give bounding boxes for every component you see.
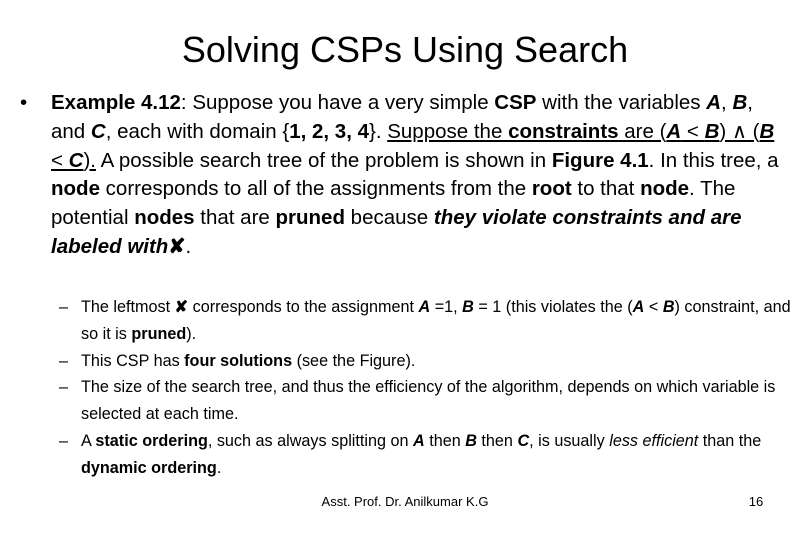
dash-marker: – xyxy=(59,431,69,450)
dash-marker: – xyxy=(59,298,69,316)
sub-bullet-search-tree-size: – The size of the search tree, and thus the efficiency of the algorithm, depends on which variable is selected at each time. xyxy=(59,374,794,428)
dash-marker: – xyxy=(59,351,69,370)
page-number: 16 xyxy=(748,494,764,509)
sub-bullet-static-ordering: – A static ordering, such as always splitting on A then B then C, is usually less efficient than the dynamic ordering. xyxy=(59,428,794,482)
dash-marker: – xyxy=(59,378,69,397)
constraint-statement: Suppose the constraints are (A < B) ∧ (B < C). xyxy=(51,119,775,172)
cross-icon: ✘ xyxy=(174,298,189,316)
main-bullet-text: Example 4.12: Suppose you have a very simple CSP with the variables A, B, and C, each with domain {1, 2, 3, 4}. Suppose the constraints are (A < B) ∧ (B < C). A possible search tree of the problem is shown in Figure 4.1. In this tree, a node corresponds to all of the assignments from the root to that node. The potential nodes that are pruned because they violate constraints and are labeled with✘. xyxy=(51,91,779,258)
cross-icon: ✘ xyxy=(168,234,186,258)
sub-bullet-list xyxy=(59,294,794,482)
slide-title: Solving CSPs Using Search xyxy=(181,29,629,70)
example-label: Example 4.12 xyxy=(51,91,181,114)
main-bullet xyxy=(20,89,780,262)
sub-bullet-leftmost-cross: – The leftmost ✘ corresponds to the assignment A =1, B = 1 (this violates the (A < B) constraint, and so it is pruned). xyxy=(59,294,794,348)
bullet-dot: • xyxy=(20,91,28,114)
footer-author: Asst. Prof. Dr. Anilkumar K.G xyxy=(321,494,489,509)
sub-bullet-four-solutions: – This CSP has four solutions (see the Figure). xyxy=(59,348,794,375)
